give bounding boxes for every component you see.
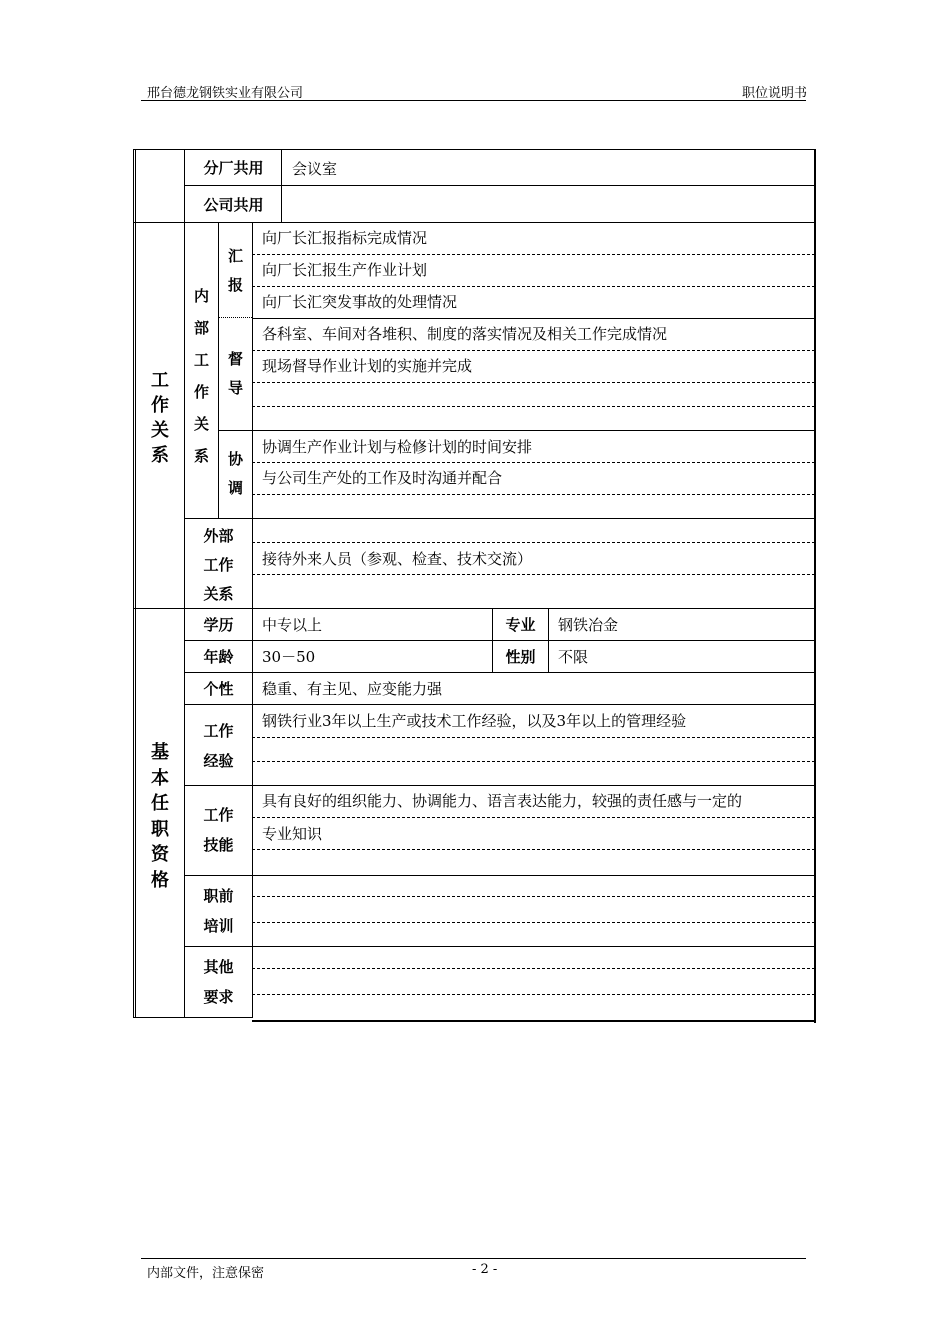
branch-shared-label: 分厂共用 [203, 159, 264, 177]
coordinate-item: 与公司生产处的工作及时沟通并配合 [262, 469, 503, 487]
report-item: 向厂长汇报指标完成情况 [262, 229, 428, 247]
experience-label: 工作 经验 [203, 722, 234, 770]
confidential-notice: 内部文件，注意保密 [147, 1266, 265, 1281]
company-shared-label: 公司共用 [203, 196, 264, 214]
education-value: 中专以上 [262, 616, 323, 634]
other-requirements-label: 其他 要求 [203, 958, 234, 1006]
coordinate-item: 协调生产作业计划与检修计划的时间安排 [262, 438, 533, 456]
training-label: 职前 培训 [203, 887, 234, 935]
internal-relations-label: 内 部 工 作 关 系 [193, 287, 209, 465]
report-label: 汇 报 [227, 247, 243, 294]
company-name: 邢台德龙钢铁实业有限公司 [147, 86, 304, 101]
footer-divider [141, 1258, 806, 1259]
branch-shared-value: 会议室 [292, 160, 338, 178]
major-value: 钢铁冶金 [558, 616, 619, 634]
section-divider [133, 222, 815, 223]
experience-value: 钢铁行业3年以上生产或技术工作经验，以及3年以上的管理经验 [262, 712, 687, 730]
table-bottom-border [252, 1020, 816, 1022]
external-relations-label: 外部 工作 关系 [203, 527, 234, 603]
report-item: 向厂长汇报生产作业计划 [262, 261, 428, 279]
skills-value: 具有良好的组织能力、协调能力、语言表达能力，较强的责任感与一定的 [262, 792, 743, 810]
supervise-label: 督 导 [227, 350, 243, 397]
personality-label: 个性 [203, 680, 234, 698]
skills-label: 工作 技能 [203, 806, 234, 854]
qualifications-section-label: 基 本 任 职 资 格 [151, 742, 169, 891]
supervise-item: 各科室、车间对各堆积、制度的落实情况及相关工作完成情况 [262, 325, 668, 343]
table-bottom-left-border [133, 1017, 253, 1018]
document-type: 职位说明书 [741, 86, 807, 101]
coordinate-label: 协 调 [227, 450, 243, 497]
skills-value-continued: 专业知识 [262, 825, 323, 843]
age-value: 30－50 [262, 648, 316, 666]
education-label: 学历 [203, 616, 234, 634]
table-right-border [814, 149, 816, 1023]
gender-label: 性别 [505, 648, 536, 666]
page-number: - 2 - [472, 1262, 498, 1277]
supervise-item: 现场督导作业计划的实施并完成 [262, 357, 473, 375]
work-relations-section-label: 工 作 关 系 [151, 370, 169, 466]
personality-value: 稳重、有主见、应变能力强 [262, 680, 443, 698]
table-left-border [133, 149, 134, 1018]
external-item: 接待外来人员（参观、检查、技术交流） [262, 550, 533, 568]
report-item: 向厂长汇突发事故的处理情况 [262, 293, 458, 311]
header-divider [141, 100, 806, 101]
age-label: 年龄 [203, 648, 234, 666]
gender-value: 不限 [558, 648, 589, 666]
major-label: 专业 [505, 616, 536, 634]
table-top-border [133, 149, 816, 150]
